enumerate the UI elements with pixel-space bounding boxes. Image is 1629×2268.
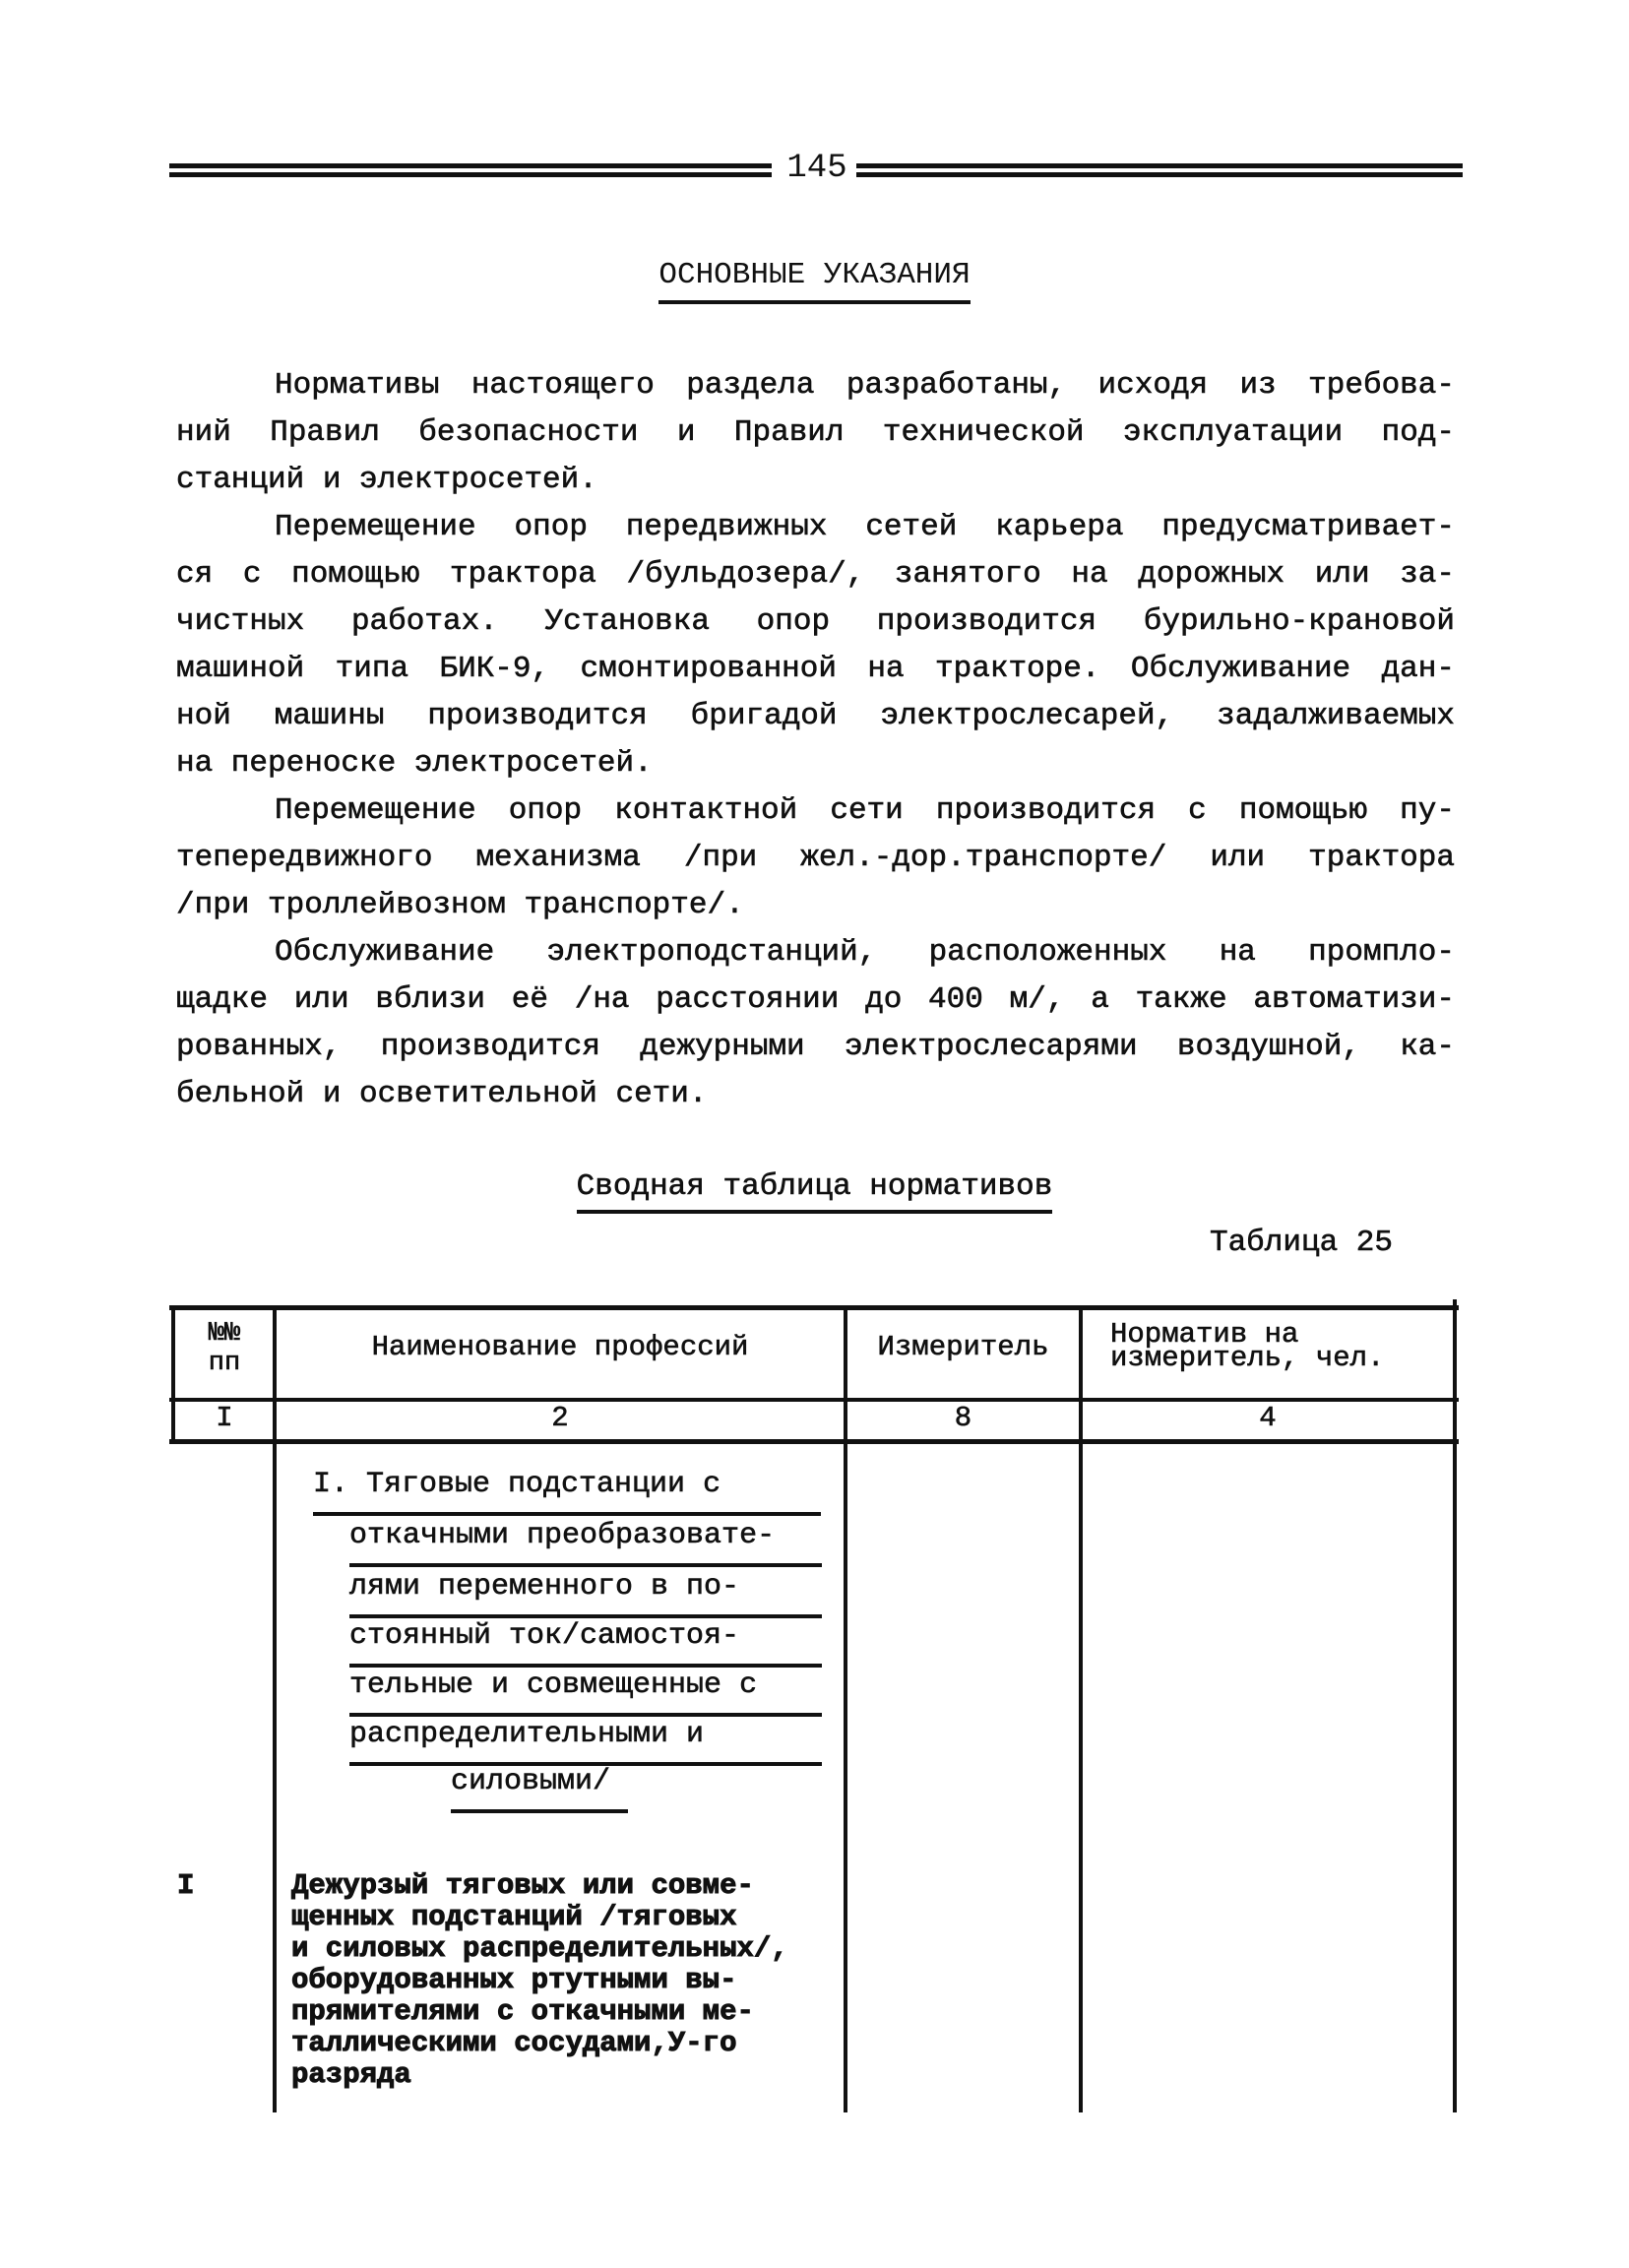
header-number-line: №№ — [208, 1319, 241, 1349]
table-top-border — [169, 1305, 1459, 1310]
paragraph-line: Перемещение опор контактной сети производится с помощью пу- — [275, 793, 1455, 828]
table-caption: Сводная таблица нормативов — [0, 1169, 1629, 1204]
paragraph-line: на переноске электросетей. — [176, 746, 653, 781]
row-name-line: и силовых распределительных/, — [291, 1932, 788, 1965]
paragraph-line: станций и электросетей. — [176, 463, 597, 497]
header-norm — [1083, 1318, 1453, 1374]
colnum-4: 4 — [1259, 1402, 1277, 1434]
section-title-line: стоянный ток/самостоя- — [349, 1614, 822, 1668]
page-number: 145 — [786, 150, 847, 187]
paragraph-line: ний Правил безопасности и Правил технической эксплуатации под- — [176, 415, 1455, 450]
header-norm-line: измеритель, чел. — [1110, 1342, 1385, 1374]
paragraph-line: бельной и осветительной сети. — [176, 1077, 708, 1111]
header-profession: Наименование профессий — [371, 1331, 749, 1363]
section-title-line: лями переменного в по- — [349, 1565, 822, 1618]
paragraph-line: рованных, производится дежурными электрослесарями воздушной, ка- — [176, 1030, 1455, 1064]
section-title-line: силовыми/ — [451, 1760, 628, 1813]
paragraph-line: ной машины производится бригадой электрослесарей, задалживаемых — [176, 699, 1455, 733]
row-name-line: оборудованных ртутными вы- — [291, 1964, 737, 1996]
table-right-border — [1453, 1299, 1457, 2112]
section-title-line: I. Тяговые подстанции с — [313, 1463, 821, 1516]
colnum-2: 2 — [551, 1402, 569, 1434]
row-name-line: таллическими сосудами,У-го — [291, 2027, 737, 2059]
paragraph-line: /при троллейвозном транспорте/. — [176, 888, 744, 922]
section-title-line: откачными преобразовате- — [349, 1514, 822, 1567]
section-title-line: тельные и совмещенные с — [349, 1664, 822, 1717]
colnum-3: 8 — [954, 1402, 972, 1434]
row-name-line: щенных подстанций /тяговых — [291, 1901, 737, 1933]
row-name-line: Дежурзый тяговых или совме- — [291, 1869, 754, 1902]
row-name-line: разряда — [291, 2058, 411, 2091]
table-number: Таблица 25 — [1209, 1226, 1393, 1260]
paragraph-line: щадке или вблизи её /на расстоянии до 400 м/, а также автоматизи- — [176, 982, 1455, 1017]
row-number: I — [177, 1869, 195, 1902]
paragraph-line: Обслуживание электроподстанций, расположенных на промпло- — [275, 935, 1455, 970]
header-measure: Измеритель — [877, 1331, 1049, 1363]
paragraph-line: Перемещение опор передвижных сетей карьера предусматривает- — [275, 510, 1455, 544]
number-row-border — [169, 1439, 1459, 1444]
paragraph-line: Нормативы настоящего раздела разработаны, исходя из требова- — [275, 368, 1455, 403]
header-norm-line: Норматив на — [1110, 1318, 1299, 1351]
paragraph-line: чистных работах. Установка опор производится бурильно-крановой — [176, 604, 1455, 639]
paragraph-line: машиной типа БИК-9, смонтированной на тракторе. Обслуживание дан- — [176, 652, 1455, 686]
header-number — [175, 1319, 274, 1378]
paragraph-line: ся с помощью трактора /бульдозера/, занятого на дорожных или за- — [176, 557, 1455, 592]
header-number-line: пп — [208, 1349, 241, 1378]
header-rule-left — [169, 163, 772, 183]
row-name-line: прямителями с откачными ме- — [291, 1995, 754, 2028]
header-rule-right — [856, 163, 1463, 183]
section-title-line: распределительными и — [349, 1713, 822, 1766]
row-profession-name — [291, 1870, 788, 2091]
colnum-1: I — [216, 1402, 233, 1434]
paragraph-line: тепередвижного механизма /при жел.-дор.транспорте/ или трактора — [176, 841, 1455, 875]
page-heading: ОСНОВНЫЕ УКАЗАНИЯ — [0, 258, 1629, 292]
